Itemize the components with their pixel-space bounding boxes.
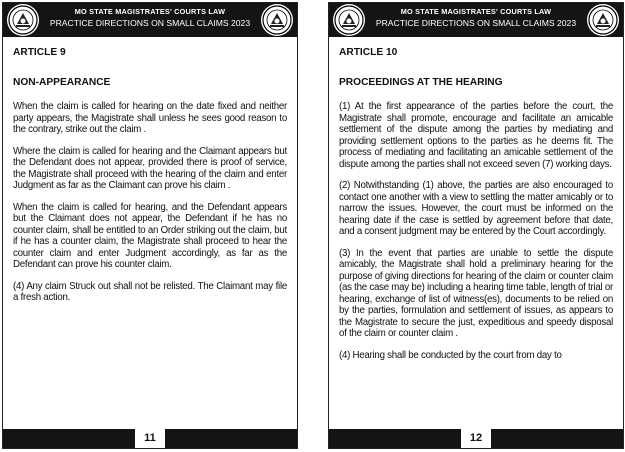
page-number: 11: [135, 429, 165, 448]
paragraph: When the claim is called for hearing, and the Defendant appears but the Claimant does not appear, the Defendant if he has no counter claim, shall be entitled to an Order striking out the claim, but if he has a counter claim, the Magistrate shall proceed to hear the counter claim and enter Judgment accordingly, as far as the Defendant can prove his counter claim.: [13, 201, 287, 270]
coat-of-arms-icon: [261, 4, 293, 36]
page-header: [329, 3, 623, 37]
page-header: [3, 3, 297, 37]
paragraph: (4) Any claim Struck out shall not be relisted. The Claimant may file a fresh action.: [13, 280, 287, 303]
article-number: ARTICLE 10: [339, 47, 398, 58]
article-title: NON-APPEARANCE: [13, 77, 111, 88]
page-content: [13, 47, 287, 314]
header-subtitle: PRACTICE DIRECTIONS ON SMALL CLAIMS 2023: [49, 18, 251, 28]
paragraph: (1) At the first appearance of the parties before the court, the Magistrate shall promote, encourage and facilitate an amicable settlement of the dispute among the parties by mediating and providing settlement options to the parties as he deems fit. The process of mediating and facilitating an amicable settlement of the dispute among the parties shall not exceed seven (7) working days.: [339, 101, 613, 170]
page-content: [339, 47, 613, 371]
paragraph: When the claim is called for hearing on the date fixed and neither party appears, the Magistrate shall unless he sees good reason to the contrary, strike out the claim .: [13, 101, 287, 135]
paragraph: (4) Hearing shall be conducted by the court from day to: [339, 349, 562, 361]
header-title: MO STATE MAGISTRATES' COURTS LAW: [400, 7, 552, 16]
coat-of-arms-icon: [587, 4, 619, 36]
page-footer: [329, 429, 623, 448]
paragraph: (2) Notwithstanding (1) above, the parties are also encouraged to contact one another with a view to settling the matter amicably or to narrow the issues. However, the court must be informed on the hearing date if the case is settled by agreement before that date, and a consent judgment may be entered by the Court accordingly.: [339, 180, 613, 237]
article-number: ARTICLE 9: [13, 47, 66, 58]
page-number: 12: [461, 429, 491, 448]
right-page: [328, 2, 624, 449]
article-title: PROCEEDINGS AT THE HEARING: [339, 77, 503, 88]
page-footer: [3, 429, 297, 448]
header-subtitle: PRACTICE DIRECTIONS ON SMALL CLAIMS 2023: [375, 18, 577, 28]
left-page: [2, 2, 298, 449]
paragraph: (3) In the event that parties are unable to settle the dispute amicably, the Magistrate shall hold a preliminary hearing for the purpose of giving directions for hearing of the claim or counter claim (as the case may be) including a hearing time table, length of trial or hearing, exchange of list of witness(es), documents to be relied on by the parties, formulation and settlement of issues, as appears to the Magistrate to secure the just, expeditious and speedy disposal of the claim or counter claim .: [339, 247, 613, 339]
paragraph: Where the claim is called for hearing and the Claimant appears but the Defendant does not appear, provided there is proof of service, the Magistrate shall proceed with the hearing of the claim and enter Judgment as far as the Claimant can prove his claim .: [13, 145, 287, 191]
header-title: MO STATE MAGISTRATES' COURTS LAW: [74, 7, 226, 16]
